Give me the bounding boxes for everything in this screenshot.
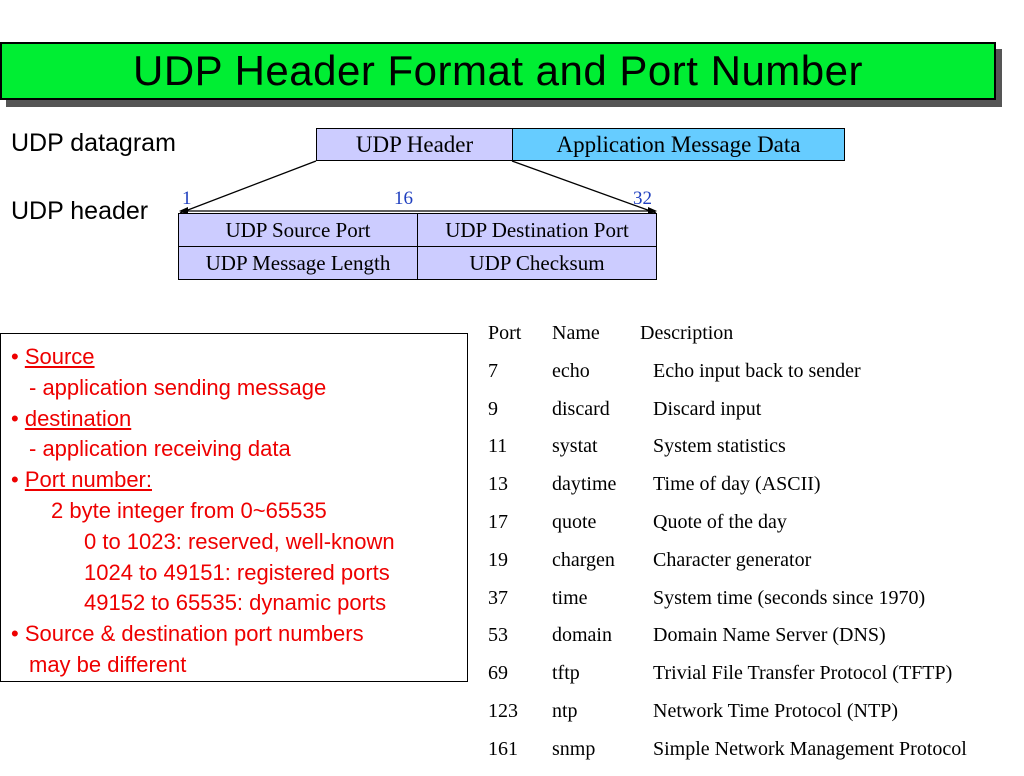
bit-number-end: 32: [633, 188, 652, 209]
note-line: [11, 465, 467, 496]
port-cell: 11: [488, 435, 508, 458]
port-cell: 7: [488, 359, 498, 382]
datagram-data-cell: Application Message Data: [512, 128, 845, 161]
name-cell: discard: [552, 397, 610, 420]
note-line: 0 to 1023: reserved, well-known: [84, 528, 395, 554]
message-length-field: UDP Message Length: [179, 247, 418, 280]
note-line: - application receiving data: [29, 436, 291, 462]
port-cell: 161: [488, 737, 518, 760]
description-cell: Trivial File Transfer Protocol (TFTP): [653, 662, 953, 685]
udp-datagram-label: UDP datagram: [11, 129, 176, 157]
port-notes-box: [0, 333, 468, 682]
port-cell: 19: [488, 548, 508, 571]
description-cell: System statistics: [653, 435, 786, 458]
note-line: 2 byte integer from 0~65535: [51, 497, 327, 523]
bullet: •: [11, 405, 19, 431]
column-header-port: Port: [488, 322, 522, 344]
udp-header-table: [178, 213, 657, 280]
note-heading-port-difference: Source & destination port numbers: [24, 621, 364, 647]
note-heading-source: Source: [24, 344, 95, 369]
bullet: •: [11, 467, 19, 493]
name-cell: tftp: [552, 662, 580, 685]
port-cell: 17: [488, 510, 508, 533]
description-cell: Quote of the day: [653, 510, 787, 533]
note-line: [11, 404, 467, 435]
bit-number-middle: 16: [394, 188, 413, 209]
note-line: 1024 to 49151: registered ports: [84, 559, 390, 585]
name-cell: echo: [552, 359, 590, 382]
column-header-name: Name: [552, 322, 600, 344]
name-cell: time: [552, 586, 588, 609]
bullet: •: [11, 344, 19, 369]
name-cell: ntp: [552, 699, 578, 722]
source-port-field: UDP Source Port: [179, 214, 418, 247]
description-cell: Time of day (ASCII): [653, 473, 821, 496]
port-cell: 53: [488, 624, 508, 647]
port-cell: 9: [488, 397, 498, 420]
note-line: - application sending message: [29, 374, 327, 400]
udp-header-label: UDP header: [11, 197, 149, 225]
description-cell: Simple Network Management Protocol: [653, 737, 967, 760]
checksum-field: UDP Checksum: [418, 247, 657, 280]
name-cell: snmp: [552, 737, 596, 760]
note-heading-port-number: Port number:: [24, 467, 152, 493]
port-cell: 37: [488, 586, 508, 609]
port-cell: 13: [488, 473, 508, 496]
description-cell: System time (seconds since 1970): [653, 586, 926, 609]
slide-title: UDP Header Format and Port Number: [132, 47, 863, 94]
name-cell: chargen: [552, 548, 615, 571]
name-cell: quote: [552, 510, 597, 533]
name-cell: domain: [552, 624, 612, 647]
description-cell: Echo input back to sender: [653, 359, 861, 382]
note-line: may be different: [29, 651, 187, 677]
name-cell: systat: [552, 435, 598, 458]
bit-number-start: 1: [182, 188, 192, 209]
description-cell: Network Time Protocol (NTP): [653, 699, 898, 722]
destination-port-field: UDP Destination Port: [418, 214, 657, 247]
note-heading-destination: destination: [24, 405, 132, 431]
port-cell: 123: [488, 699, 518, 722]
bullet: •: [11, 621, 19, 647]
header-row: [179, 214, 657, 247]
description-cell: Discard input: [653, 397, 762, 420]
note-line: [11, 342, 467, 373]
left-expansion-line: [180, 161, 316, 213]
name-cell: daytime: [552, 473, 617, 496]
note-line: [11, 619, 467, 650]
note-line: 49152 to 65535: dynamic ports: [84, 590, 387, 616]
description-cell: Character generator: [653, 548, 812, 571]
header-row: [179, 247, 657, 280]
description-cell: Domain Name Server (DNS): [653, 624, 886, 647]
datagram-header-cell: UDP Header: [316, 128, 513, 161]
port-cell: 69: [488, 662, 508, 685]
column-header-description: Description: [640, 322, 734, 344]
